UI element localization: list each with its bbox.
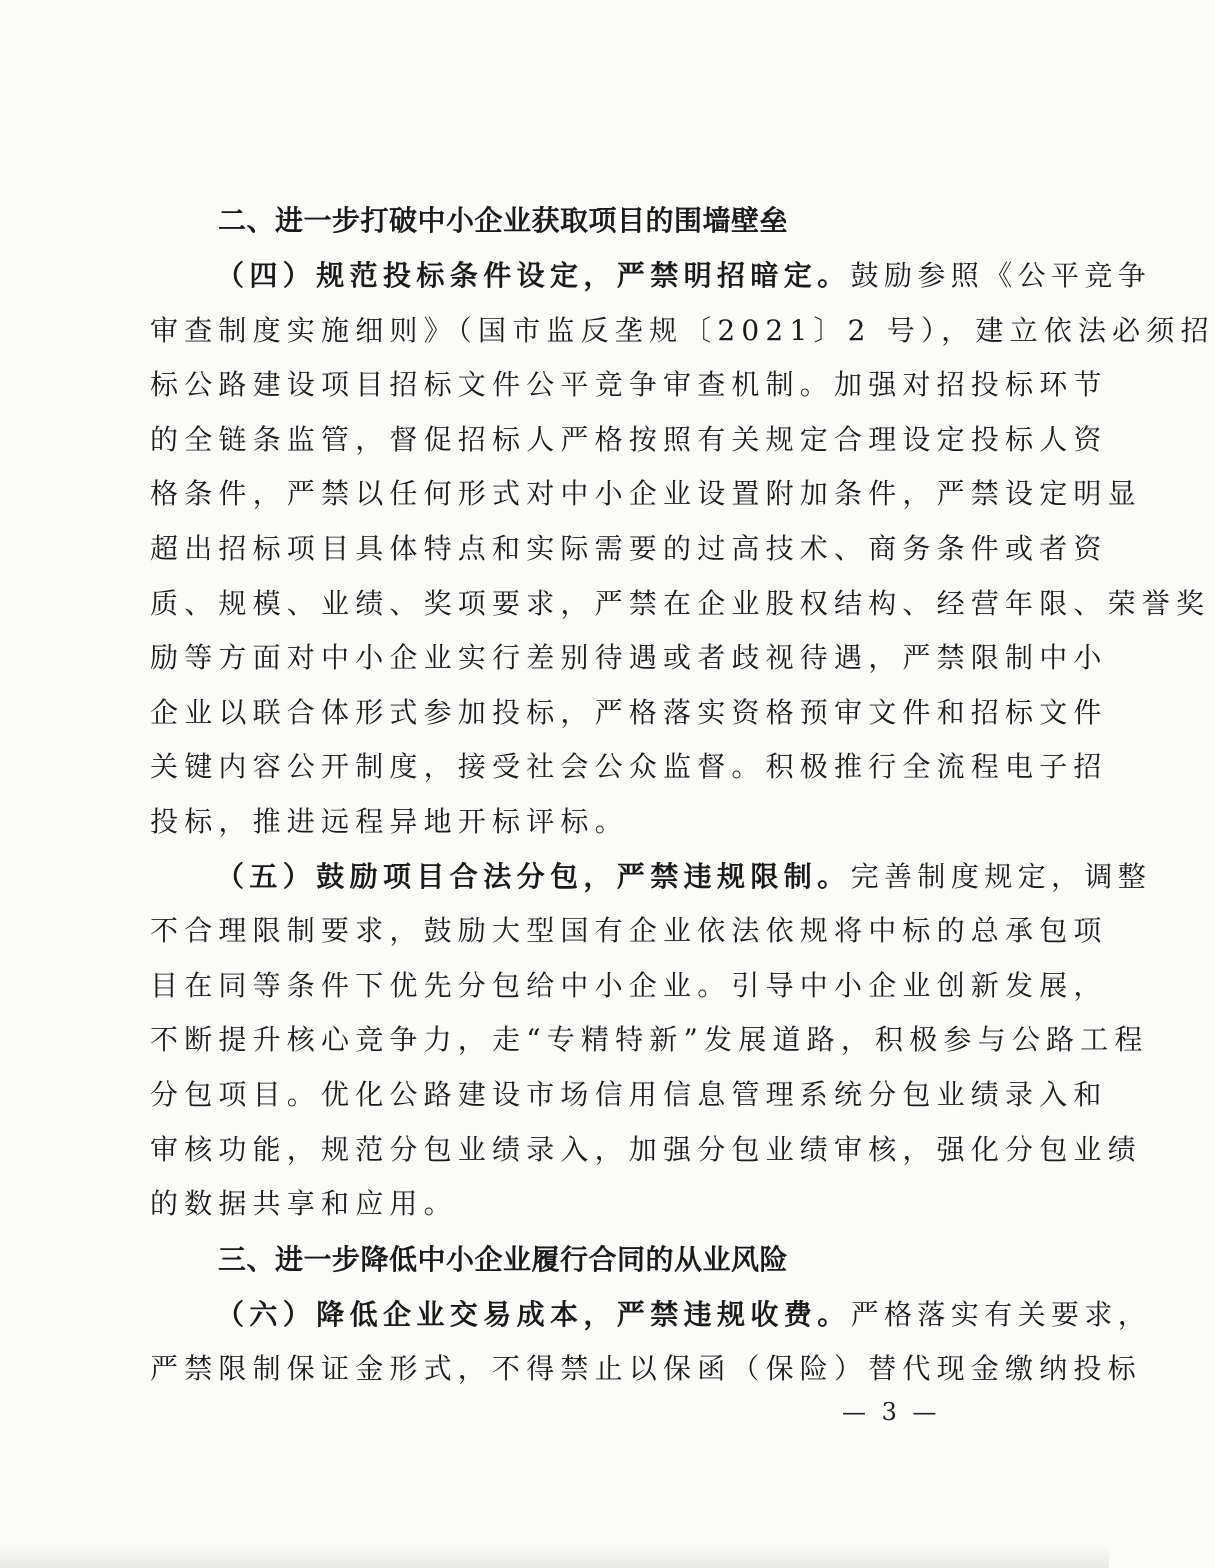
paragraph-4-line-1-rest: 鼓励参照《公平竞争	[850, 259, 1152, 292]
page-number: — 3 —	[842, 1398, 941, 1426]
paragraph-5-line: 不合理限制要求，鼓励大型国有企业依法依规将中标的总承包项	[150, 914, 1108, 948]
paragraph-4-line: 关键内容公开制度，接受社会公众监督。积极推行全流程电子招	[150, 750, 1108, 784]
paragraph-6-lead: （六）降低企业交易成本，严禁违规收费。	[216, 1297, 851, 1331]
paragraph-5-line: 目在同等条件下优先分包给中小企业。引导中小企业创新发展，	[150, 968, 1108, 1002]
paragraph-5-line: 分包项目。优化公路建设市场信用信息管理系统分包业绩录入和	[150, 1077, 1108, 1111]
paragraph-6-first-line	[150, 1288, 1152, 1343]
section-heading-3: 三、进一步降低中小企业履行合同的从业风险	[218, 1242, 789, 1276]
paragraph-4-line: 质、规模、业绩、奖项要求，严禁在企业股权结构、经营年限、荣誉奖	[150, 586, 1211, 620]
paragraph-5-lead: （五）鼓励项目合法分包，严禁违规限制。	[216, 859, 851, 893]
scan-edge	[0, 1545, 1109, 1568]
paragraph-4-line: 企业以联合体形式参加投标，严格落实资格预审文件和招标文件	[150, 695, 1108, 729]
paragraph-5-line: 审核功能，规范分包业绩录入，加强分包业绩审核，强化分包业绩	[150, 1132, 1142, 1166]
paragraph-4-line: 的全链条监管，督促招标人严格按照有关规定合理设定投标人资	[150, 422, 1108, 456]
paragraph-4-line: 超出招标项目具体特点和实际需要的过高技术、商务条件或者资	[150, 531, 1108, 565]
paragraph-4-line: 励等方面对中小企业实行差别待遇或者歧视待遇，严禁限制中小	[150, 641, 1108, 675]
paragraph-4-lead: （四）规范投标条件设定，严禁明招暗定。	[216, 259, 851, 292]
section-heading-2: 二、进一步打破中小企业获取项目的围墙壁垒	[218, 204, 789, 237]
paragraph-5-line: 的数据共享和应用。	[150, 1187, 458, 1221]
paragraph-4-line: 格条件，严禁以任何形式对中小企业设置附加条件，严禁设定明显	[150, 477, 1142, 511]
paragraph-6-line: 严禁限制保证金形式，不得禁止以保函（保险）替代现金缴纳投标	[150, 1352, 1142, 1386]
paragraph-4-line: 标公路建设项目招标文件公平竞争审查机制。加强对招投标环节	[150, 368, 1108, 402]
paragraph-4-first-line	[150, 249, 1152, 304]
paragraph-4-line: 投标，推进远程异地开标评标。	[150, 804, 629, 838]
paragraph-5-first-line	[150, 850, 1152, 905]
paragraph-5-line: 不断提升核心竞争力，走“专精特新”发展道路，积极参与公路工程	[150, 1023, 1149, 1057]
paragraph-5-line-1-rest: 完善制度规定，调整	[850, 859, 1152, 893]
paragraph-6-line-1-rest: 严格落实有关要求，	[850, 1297, 1152, 1331]
document-body	[150, 193, 1215, 1397]
paragraph-4-line: 审查制度实施细则》（国市监反垄规〔2021〕2 号），建立依法必须招	[150, 313, 1215, 347]
